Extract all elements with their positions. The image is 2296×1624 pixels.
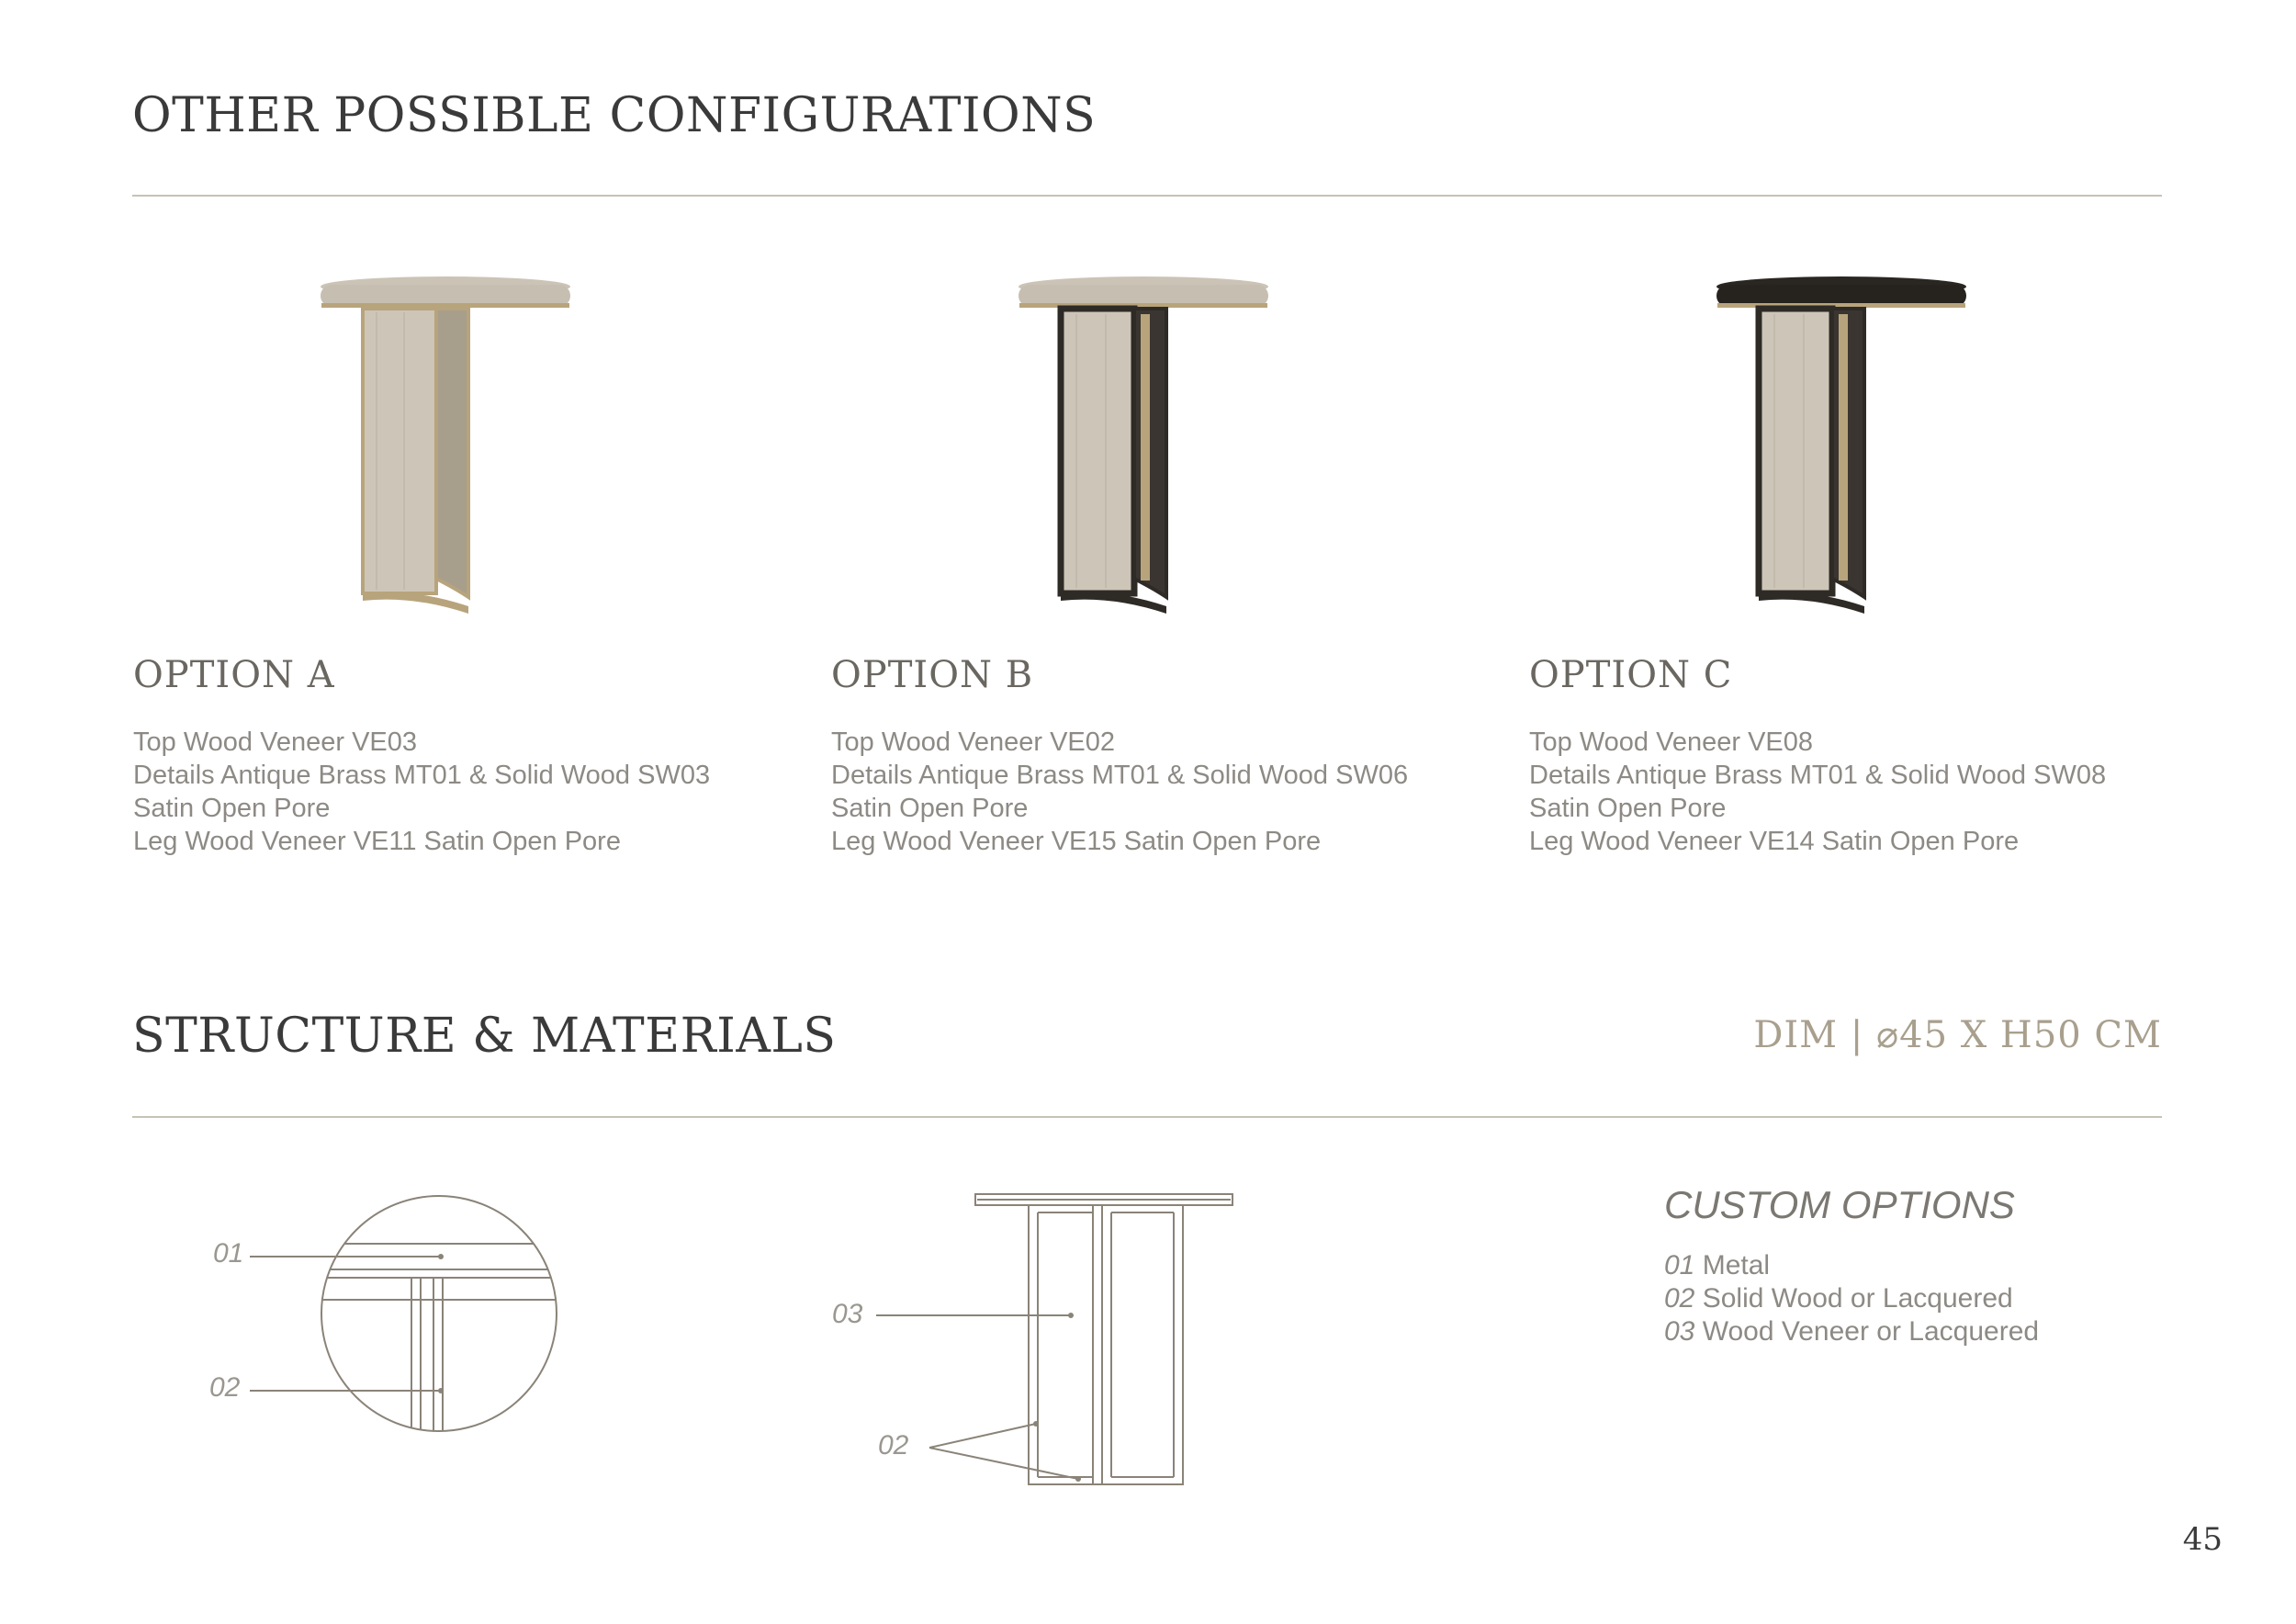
custom-option-text: Solid Wood or Lacquered [1702,1283,2013,1314]
dimensions-label: DIM | ⌀45 X H50 CM [1753,1014,2162,1056]
option-a-line: Satin Open Pore [133,794,331,823]
custom-option-number: 01 [1664,1250,1695,1280]
option-c-specs [1529,726,2106,858]
custom-option-item [1664,1282,2039,1315]
custom-option-item [1664,1249,2039,1282]
section-title-structure: STRUCTURE & MATERIALS [132,1009,837,1064]
option-c-line: Details Antique Brass MT01 & Solid Wood SW08 [1529,761,2107,790]
custom-option-text: Metal [1702,1250,1771,1280]
option-b-specs [831,726,1408,858]
custom-option-number: 03 [1664,1316,1695,1347]
option-c-line: Satin Open Pore [1529,794,1727,823]
option-a-line: Details Antique Brass MT01 & Solid Wood SW03 [133,761,711,790]
detail-leader-lines [239,1249,450,1415]
option-b-title: OPTION B [831,654,1034,696]
callout-03-elevation: 03 [832,1299,863,1329]
option-a-table-image [312,276,588,615]
custom-option-item [1664,1315,2039,1348]
option-b-line: Satin Open Pore [831,794,1029,823]
option-b [831,654,1408,858]
custom-option-number: 02 [1664,1283,1695,1314]
page-number: 45 [2182,1521,2223,1558]
custom-options [1664,1183,2039,1348]
option-a [133,654,710,858]
option-a-specs [133,726,710,858]
custom-options-title: CUSTOM OPTIONS [1664,1183,2015,1226]
option-b-table-image [1010,276,1286,615]
callout-01-detail: 01 [213,1238,244,1269]
elevation-leader-lines [863,1286,1084,1497]
option-b-line: Details Antique Brass MT01 & Solid Wood SW06 [831,761,1409,790]
option-c-table-image [1708,276,1984,615]
divider-bottom [132,1116,2162,1118]
option-a-title: OPTION A [133,654,335,696]
option-c [1529,654,2106,858]
callout-02-detail: 02 [209,1372,241,1403]
option-b-line: Top Wood Veneer VE02 [831,727,1116,757]
option-b-line: Leg Wood Veneer VE15 Satin Open Pore [831,827,1322,856]
option-a-line: Top Wood Veneer VE03 [133,727,418,757]
option-c-line: Top Wood Veneer VE08 [1529,727,1814,757]
option-c-line: Leg Wood Veneer VE14 Satin Open Pore [1529,827,2020,856]
callout-02-elevation: 02 [878,1430,909,1460]
divider-top [132,195,2162,197]
section-title-configurations: OTHER POSSIBLE CONFIGURATIONS [132,88,1097,143]
option-a-line: Leg Wood Veneer VE11 Satin Open Pore [133,827,621,856]
custom-options-list [1664,1249,2039,1348]
option-c-title: OPTION C [1529,654,1733,696]
custom-option-text: Wood Veneer or Lacquered [1702,1316,2040,1347]
